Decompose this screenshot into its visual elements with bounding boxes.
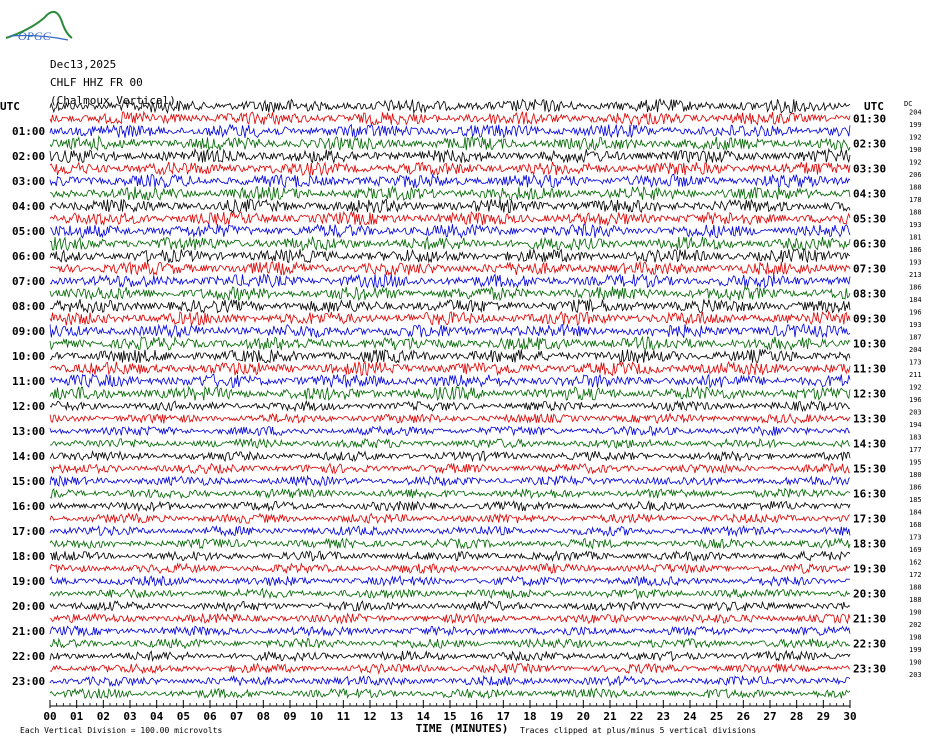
left-hour-label: 12:00 xyxy=(12,400,46,413)
x-tick-label: 15 xyxy=(443,710,457,723)
seismic-trace xyxy=(50,651,850,661)
right-hour-label: 22:30 xyxy=(853,637,887,651)
trace-offset-value: 190 xyxy=(909,608,922,617)
x-tick-label: 01 xyxy=(70,710,84,723)
x-tick-label: 00 xyxy=(43,710,57,723)
x-tick-label: 11 xyxy=(336,710,350,723)
trace-offset-value: 199 xyxy=(909,120,922,129)
seismic-trace xyxy=(50,689,850,699)
left-hour-label: 20:00 xyxy=(12,600,46,613)
trace-offset-value: 192 xyxy=(909,383,922,392)
trace-offset-value: 185 xyxy=(909,495,922,504)
seismic-trace xyxy=(50,249,850,263)
x-tick-label: 19 xyxy=(550,710,564,723)
right-hour-label: 02:30 xyxy=(853,137,887,151)
x-tick-label: 27 xyxy=(763,710,777,723)
trace-offset-value: 173 xyxy=(909,358,922,367)
seismic-trace xyxy=(50,224,850,238)
left-hour-label: 07:00 xyxy=(12,275,46,288)
x-tick-label: 30 xyxy=(843,710,857,723)
right-hour-label: 09:30 xyxy=(853,312,887,326)
left-hour-label: 18:00 xyxy=(12,550,46,563)
left-hour-label: 04:00 xyxy=(12,200,46,213)
left-hour-label: 23:00 xyxy=(12,675,46,688)
x-tick-label: 04 xyxy=(150,710,164,723)
seismic-trace xyxy=(50,501,850,511)
left-hour-label: 22:00 xyxy=(12,650,46,663)
right-hour-label: 05:30 xyxy=(853,212,887,226)
seismic-trace xyxy=(50,287,850,301)
chart-header xyxy=(50,56,176,110)
x-tick-label: 08 xyxy=(256,710,270,723)
seismic-trace xyxy=(50,601,850,611)
clip-note: Traces clipped at plus/minus 5 vertical divisions xyxy=(520,726,757,735)
left-hour-label: 09:00 xyxy=(12,325,46,338)
right-hour-label: 04:30 xyxy=(853,187,887,201)
trace-offset-value: 195 xyxy=(909,458,922,467)
left-hour-label: 06:00 xyxy=(12,250,46,263)
traces-layer xyxy=(50,99,850,698)
seismic-trace xyxy=(50,349,850,363)
date-label: Dec13,2025 xyxy=(50,58,117,71)
seismic-trace xyxy=(50,514,850,524)
trace-offset-value: 194 xyxy=(909,420,922,429)
station-label: CHLF HHZ FR 00 xyxy=(50,76,143,89)
x-tick-label: 26 xyxy=(736,710,750,723)
opgc-logo xyxy=(6,12,72,43)
seismic-trace xyxy=(50,312,850,326)
left-hour-label: 02:00 xyxy=(12,150,46,163)
right-axis-label: UTC xyxy=(864,100,884,113)
trace-offset-value: 180 xyxy=(909,470,922,479)
trace-offset-value: 199 xyxy=(909,645,922,654)
right-hour-label: 23:30 xyxy=(853,662,887,676)
left-hour-label: 14:00 xyxy=(12,450,46,463)
trace-offset-value: 188 xyxy=(909,208,922,217)
left-hour-label: 10:00 xyxy=(12,350,46,363)
trace-offset-value: 187 xyxy=(909,333,922,342)
seismic-trace xyxy=(50,125,850,138)
trace-offset-value: 162 xyxy=(909,558,922,567)
seismic-trace xyxy=(50,589,850,599)
trace-offset-value: 190 xyxy=(909,658,922,667)
trace-offset-value: 188 xyxy=(909,583,922,592)
right-hour-label: 01:30 xyxy=(853,112,887,126)
left-hour-label: 16:00 xyxy=(12,500,46,513)
location-label: (Chalmoux Vertical) xyxy=(50,94,176,107)
trace-offset-value: 193 xyxy=(909,258,922,267)
seismic-trace xyxy=(50,451,850,461)
offset-header: DC xyxy=(904,100,913,108)
seismic-trace xyxy=(50,237,850,251)
seismic-trace xyxy=(50,414,850,424)
trace-offset-value: 188 xyxy=(909,183,922,192)
x-tick-label: 02 xyxy=(96,710,110,723)
seismic-trace xyxy=(50,401,850,411)
trace-offset-value: 186 xyxy=(909,283,922,292)
x-tick-label: 03 xyxy=(123,710,137,723)
x-tick-label: 12 xyxy=(363,710,377,723)
trace-offset-value: 192 xyxy=(909,158,922,167)
seismic-trace xyxy=(50,539,850,549)
trace-offset-value: 190 xyxy=(909,145,922,154)
seismic-trace xyxy=(50,426,850,435)
seismic-trace xyxy=(50,137,850,151)
trace-offset-value: 213 xyxy=(909,270,922,279)
seismic-trace xyxy=(50,299,850,312)
seismic-trace xyxy=(50,199,850,213)
trace-offset-value: 196 xyxy=(909,395,922,404)
seismic-trace xyxy=(50,162,850,175)
seismic-trace xyxy=(50,112,850,125)
right-hour-label: 06:30 xyxy=(853,237,887,251)
left-hour-label: 17:00 xyxy=(12,525,46,538)
x-tick-label: 24 xyxy=(683,710,697,723)
x-tick-label: 25 xyxy=(710,710,724,723)
trace-offset-value: 196 xyxy=(909,308,922,317)
seismic-trace xyxy=(50,212,850,226)
right-hour-label: 13:30 xyxy=(853,412,887,426)
seismic-trace xyxy=(50,489,850,499)
seismic-trace xyxy=(50,374,850,387)
trace-offset-value: 186 xyxy=(909,245,922,254)
trace-offset-value: 181 xyxy=(909,233,922,242)
seismic-trace xyxy=(50,526,850,536)
x-tick-label: 17 xyxy=(496,710,510,723)
seismic-trace xyxy=(50,274,850,288)
seismic-trace xyxy=(50,464,850,474)
trace-offset-value: 203 xyxy=(909,670,922,679)
trace-offset-value: 188 xyxy=(909,595,922,604)
trace-offset-value: 172 xyxy=(909,570,922,579)
seismic-trace xyxy=(50,262,850,276)
seismic-trace xyxy=(50,439,850,449)
x-tick-label: 22 xyxy=(630,710,644,723)
trace-offset-value: 186 xyxy=(909,483,922,492)
x-tick-label: 10 xyxy=(310,710,324,723)
seismic-trace xyxy=(50,324,850,338)
right-hour-label: 11:30 xyxy=(853,362,887,376)
left-hour-label: 11:00 xyxy=(12,375,46,388)
right-hour-label: 15:30 xyxy=(853,462,887,476)
x-tick-label: 21 xyxy=(603,710,617,723)
right-hour-label: 03:30 xyxy=(853,162,887,176)
right-hour-label: 12:30 xyxy=(853,387,887,401)
x-axis-title: TIME (MINUTES) xyxy=(415,722,509,735)
trace-offset-value: 168 xyxy=(909,520,922,529)
seismic-trace xyxy=(50,387,850,401)
left-hour-label: 08:00 xyxy=(12,300,46,313)
right-hour-label: 08:30 xyxy=(853,287,887,301)
seismic-trace xyxy=(50,664,850,674)
trace-offset-value: 184 xyxy=(909,295,922,304)
seismic-trace xyxy=(50,476,850,486)
left-hour-label: 21:00 xyxy=(12,625,46,638)
seismic-trace xyxy=(50,362,850,376)
trace-offset-value: 184 xyxy=(909,508,922,517)
trace-offset-value: 203 xyxy=(909,408,922,417)
trace-offset-value: 198 xyxy=(909,633,922,642)
seismic-trace xyxy=(50,551,850,561)
trace-offset-value: 202 xyxy=(909,620,922,629)
left-hour-label: 15:00 xyxy=(12,475,46,488)
logo-text: OPGC xyxy=(18,29,51,43)
seismic-trace xyxy=(50,614,850,624)
right-hour-label: 19:30 xyxy=(853,562,887,576)
left-hour-label: 05:00 xyxy=(12,225,46,238)
right-hour-label: 18:30 xyxy=(853,537,887,551)
trace-offset-value: 169 xyxy=(909,545,922,554)
right-hour-label: 16:30 xyxy=(853,487,887,501)
x-tick-label: 29 xyxy=(816,710,830,723)
scale-note: Each Vertical Division = 100.00 microvolts xyxy=(20,726,223,735)
right-hour-label: 10:30 xyxy=(853,337,887,351)
seismic-trace xyxy=(50,626,850,635)
trace-offset-value: 178 xyxy=(909,195,922,204)
x-tick-label: 06 xyxy=(203,710,217,723)
left-hour-label: 19:00 xyxy=(12,575,46,588)
left-hour-label: 03:00 xyxy=(12,175,46,188)
seismic-trace xyxy=(50,174,850,188)
trace-offset-value: 193 xyxy=(909,220,922,229)
x-tick-label: 05 xyxy=(176,710,190,723)
seismic-trace xyxy=(50,576,850,586)
left-hour-label: 13:00 xyxy=(12,425,46,438)
left-hour-label: 01:00 xyxy=(12,125,46,138)
x-tick-label: 20 xyxy=(576,710,590,723)
right-hour-label: 07:30 xyxy=(853,262,887,276)
trace-offset-value: 211 xyxy=(909,370,922,379)
x-tick-label: 18 xyxy=(523,710,537,723)
right-hour-label: 20:30 xyxy=(853,587,887,601)
x-tick-label: 07 xyxy=(230,710,244,723)
left-axis-label: UTC xyxy=(0,100,20,113)
seismic-trace xyxy=(50,187,850,200)
trace-offset-value: 177 xyxy=(909,445,922,454)
right-hour-label: 17:30 xyxy=(853,512,887,526)
seismic-trace xyxy=(50,149,850,163)
x-tick-label: 13 xyxy=(390,710,404,723)
right-hour-label: 14:30 xyxy=(853,437,887,451)
seismic-trace xyxy=(50,337,850,350)
trace-offset-value: 193 xyxy=(909,320,922,329)
x-tick-label: 14 xyxy=(416,710,430,723)
seismic-trace xyxy=(50,639,850,649)
x-tick-label: 23 xyxy=(656,710,670,723)
trace-offset-value: 192 xyxy=(909,133,922,142)
x-tick-label: 16 xyxy=(470,710,484,723)
right-hour-label: 21:30 xyxy=(853,612,887,626)
x-tick-label: 09 xyxy=(283,710,297,723)
trace-offset-value: 204 xyxy=(909,345,922,354)
trace-offset-value: 183 xyxy=(909,433,922,442)
seismic-trace xyxy=(50,564,850,574)
trace-offset-value: 206 xyxy=(909,170,922,179)
seismic-trace xyxy=(50,676,850,686)
trace-offset-value: 173 xyxy=(909,533,922,542)
x-tick-label: 28 xyxy=(790,710,804,723)
trace-offset-value: 204 xyxy=(909,108,922,117)
